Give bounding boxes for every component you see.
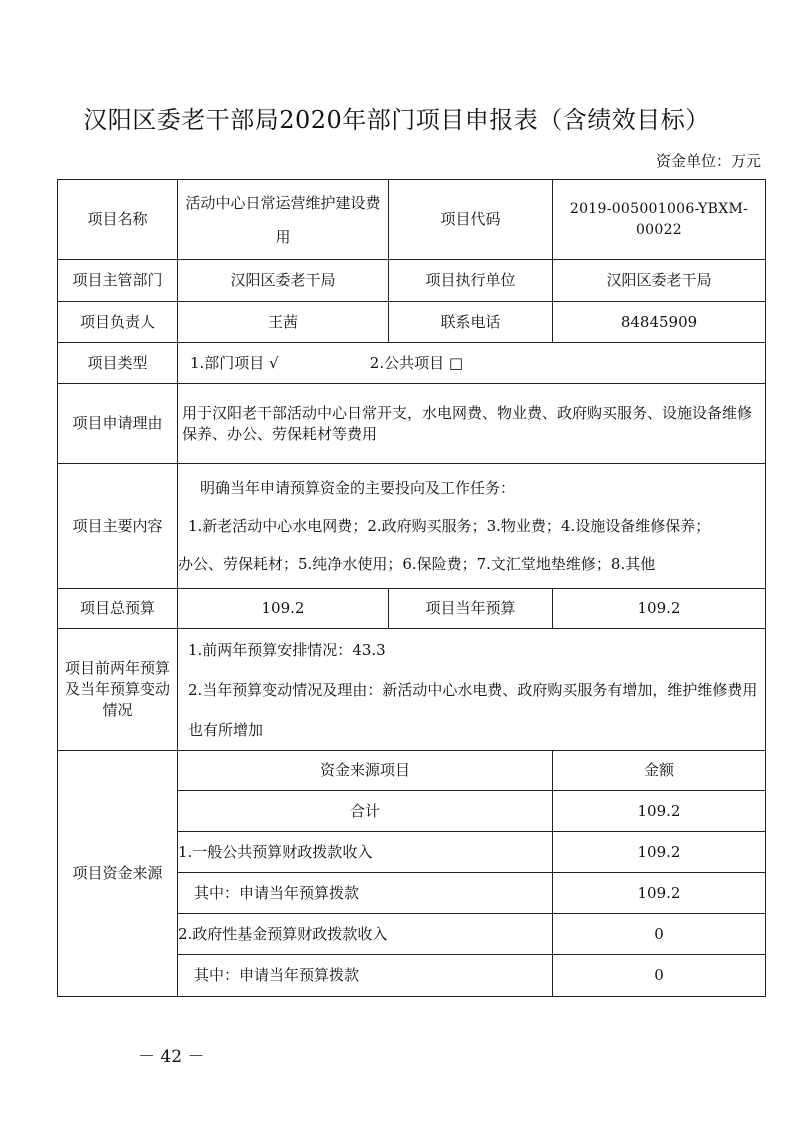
row-budget [58,589,766,629]
funding-amount: 0 [553,914,766,955]
content-line: 办公、劳保耗材；5.纯净水使用；6.保险费；7.文汇堂地垫维修；8.其他 [178,555,656,573]
funding-item: 其中：申请当年预算拨款 [178,873,553,914]
prev-budget-value [178,629,766,751]
project-application-table [57,179,766,997]
prev-line: 1.前两年预算安排情况：43.3 [188,640,386,659]
project-code-label: 项目代码 [389,180,553,260]
total-budget-value: 109.2 [178,589,389,629]
type-label: 项目类型 [58,343,178,384]
funding-item: 1.一般公共预算财政拨款收入 [178,832,553,873]
row-project-type [58,343,766,384]
content-value [178,464,766,589]
content-line: 明确当年申请预算资金的主要投向及工作任务： [200,479,516,497]
owner-value: 王茜 [178,302,389,343]
row-department [58,260,766,302]
exec-unit-label: 项目执行单位 [389,260,553,302]
row-project-name [58,180,766,260]
project-code-value: 2019-005001006-YBXM-00022 [553,180,766,260]
content-label: 项目主要内容 [58,464,178,589]
funding-amount: 109.2 [553,873,766,914]
row-reason [58,384,766,464]
funding-header-row [58,751,766,791]
row-prev-budget [58,629,766,751]
type-option-public: 2.公共项目 □ [369,353,464,372]
prev-line: 2.当年预算变动情况及理由：新活动中心水电费、政府购买服务有增加，维护维修费用也有所增加 [188,680,758,739]
dept-value: 汉阳区委老干局 [178,260,389,302]
funding-item: 合计 [178,791,553,832]
exec-unit-value: 汉阳区委老干局 [553,260,766,302]
phone-value: 84845909 [553,302,766,343]
page-number: － 42 － [138,1047,205,1067]
year-budget-label: 项目当年预算 [389,589,553,629]
funding-amount: 0 [553,955,766,997]
phone-label: 联系电话 [389,302,553,343]
project-name-value: 活动中心日常运营维护建设费用 [178,180,389,260]
type-option-dept: 1.部门项目 √ [190,353,279,372]
reason-value: 用于汉阳老干部活动中心日常开支，水电网费、物业费、政府购买服务、设施设备维修保养、办公、劳保耗材等费用 [178,384,766,464]
project-name-label: 项目名称 [58,180,178,260]
dept-label: 项目主管部门 [58,260,178,302]
prev-budget-label: 项目前两年预算及当年预算变动情况 [58,629,178,751]
row-content [58,464,766,589]
row-owner [58,302,766,343]
funding-header-amount: 金额 [553,751,766,791]
funding-item: 2.政府性基金预算财政拨款收入 [178,914,553,955]
reason-label: 项目申请理由 [58,384,178,464]
funding-header-item: 资金来源项目 [178,751,553,791]
page-title: 汉阳区委老干部局2020年部门项目申报表（含绩效目标） [83,106,710,134]
currency-unit: 资金单位：万元 [655,152,761,170]
type-options [178,343,766,384]
year-budget-value: 109.2 [553,589,766,629]
funding-label: 项目资金来源 [58,751,178,997]
total-budget-label: 项目总预算 [58,589,178,629]
funding-item: 其中：申请当年预算拨款 [178,955,553,997]
funding-amount: 109.2 [553,832,766,873]
funding-amount: 109.2 [553,791,766,832]
owner-label: 项目负责人 [58,302,178,343]
content-line: 1.新老活动中心水电网费；2.政府购买服务；3.物业费；4.设施设备维修保养； [188,517,711,535]
